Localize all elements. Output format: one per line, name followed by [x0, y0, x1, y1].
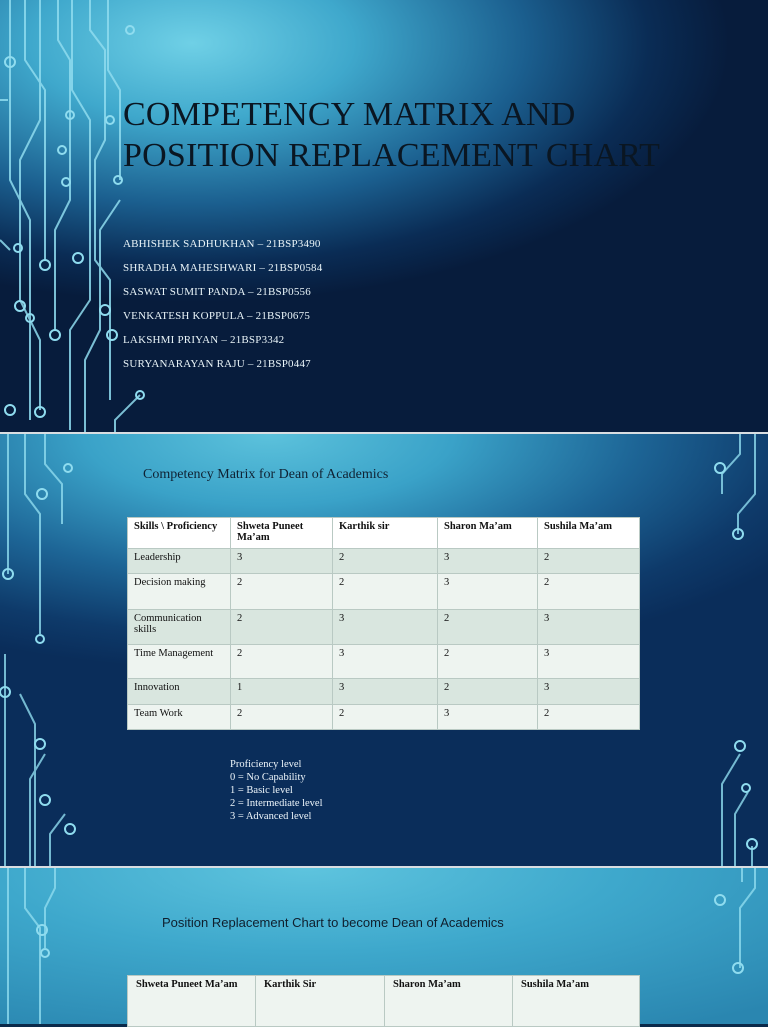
score-cell: 3: [438, 574, 538, 610]
replacement-chart-table: [127, 975, 640, 1027]
skill-cell: Time Management: [128, 645, 231, 679]
score-cell: 3: [333, 645, 438, 679]
legend-item: 0 = No Capability: [230, 772, 306, 783]
header-cell: Shweta Puneet Ma’am: [231, 518, 333, 549]
legend-item: 2 = Intermediate level: [230, 798, 323, 809]
proficiency-legend: [230, 758, 323, 823]
score-cell: 2: [333, 705, 438, 730]
score-cell: 3: [333, 610, 438, 645]
slide-title: COMPETENCY MATRIX AND POSITION REPLACEMENT CHART: [123, 96, 661, 174]
replacement-title: Position Replacement Chart to become Dean of Academics: [162, 915, 504, 930]
score-cell: 2: [333, 549, 438, 574]
author-item: SHRADHA MAHESHWARI – 21BSP0584: [123, 262, 323, 274]
score-cell: 2: [438, 679, 538, 705]
table-row: [128, 645, 640, 679]
score-cell: 3: [538, 679, 640, 705]
score-cell: 2: [231, 705, 333, 730]
score-cell: 3: [231, 549, 333, 574]
header-cell: Karthik Sir: [256, 976, 385, 1027]
table-row: [128, 574, 640, 610]
header-cell: Sushila Ma’am: [538, 518, 640, 549]
table-row: [128, 610, 640, 645]
score-cell: 3: [538, 645, 640, 679]
score-cell: 2: [438, 610, 538, 645]
author-item: SURYANARAYAN RAJU – 21BSP0447: [123, 358, 311, 370]
table-row: [128, 679, 640, 705]
score-cell: 3: [538, 610, 640, 645]
score-cell: 3: [438, 705, 538, 730]
table-header-row: [128, 976, 640, 1027]
header-cell: Sharon Ma’am: [385, 976, 513, 1027]
score-cell: 2: [231, 645, 333, 679]
skill-cell: Communication skills: [128, 610, 231, 645]
header-cell: Skills \ Proficiency: [128, 518, 231, 549]
header-cell: Sharon Ma’am: [438, 518, 538, 549]
matrix-title: Competency Matrix for Dean of Academics: [143, 467, 389, 482]
header-cell: Shweta Puneet Ma’am: [128, 976, 256, 1027]
competency-matrix-table: [127, 517, 640, 730]
header-cell: Karthik sir: [333, 518, 438, 549]
skill-cell: Decision making: [128, 574, 231, 610]
title-slide: [0, 0, 768, 432]
author-item: LAKSHMI PRIYAN – 21BSP3342: [123, 334, 285, 346]
legend-item: 1 = Basic level: [230, 785, 293, 796]
score-cell: 2: [333, 574, 438, 610]
score-cell: 2: [438, 645, 538, 679]
author-item: SASWAT SUMIT PANDA – 21BSP0556: [123, 286, 311, 298]
score-cell: 2: [538, 549, 640, 574]
header-cell: Sushila Ma’am: [513, 976, 640, 1027]
score-cell: 2: [231, 610, 333, 645]
score-cell: 1: [231, 679, 333, 705]
table-header-row: [128, 518, 640, 549]
skill-cell: Innovation: [128, 679, 231, 705]
author-item: ABHISHEK SADHUKHAN – 21BSP3490: [123, 238, 321, 250]
score-cell: 2: [538, 574, 640, 610]
skill-cell: Team Work: [128, 705, 231, 730]
table-row: [128, 705, 640, 730]
score-cell: 3: [333, 679, 438, 705]
score-cell: 3: [438, 549, 538, 574]
author-item: VENKATESH KOPPULA – 21BSP0675: [123, 310, 311, 322]
table-row: [128, 549, 640, 574]
score-cell: 2: [231, 574, 333, 610]
legend-item: 3 = Advanced level: [230, 811, 312, 822]
legend-title: Proficiency level: [230, 759, 302, 770]
score-cell: 2: [538, 705, 640, 730]
skill-cell: Leadership: [128, 549, 231, 574]
circuit-decoration-left: [0, 0, 768, 432]
author-list: [123, 232, 322, 376]
